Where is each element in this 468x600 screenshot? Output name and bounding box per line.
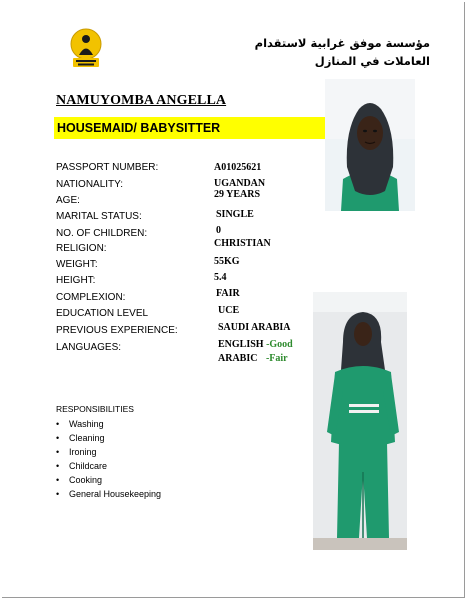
marital-status-value: SINGLE [216, 209, 254, 220]
responsibilities-title: RESPONSIBILITIES [56, 404, 134, 414]
full-body-photo [313, 292, 407, 550]
nationality-value: UGANDAN [214, 178, 266, 189]
height-label: HEIGHT: [56, 275, 96, 286]
religion-value: CHRISTIAN [214, 238, 271, 249]
portrait-photo [325, 79, 415, 211]
agency-logo [70, 28, 102, 68]
age-label: AGE: [56, 195, 80, 206]
children-label: NO. OF CHILDREN: [56, 228, 148, 239]
responsibility-item: • Ironing [56, 445, 161, 459]
responsibilities-list [56, 417, 161, 501]
language-entry [218, 353, 288, 364]
experience-label: PREVIOUS EXPERIENCE: [56, 325, 178, 336]
responsibility-item: • Washing [56, 417, 161, 431]
language-entry [218, 339, 293, 350]
candidate-name: NAMUYOMBA ANGELLA [56, 93, 227, 108]
age-value: 29 YEARS [214, 189, 261, 200]
height-value: 5.4 [214, 272, 227, 283]
weight-value: 55KG [214, 256, 240, 267]
passport-value: A01025621 [214, 162, 262, 173]
passport-label: PASSPORT NUMBER: [56, 162, 159, 173]
languages-label: LANGUAGES: [56, 342, 122, 353]
religion-label: RELIGION: [56, 243, 107, 254]
language-level: -Good [266, 339, 293, 350]
education-value: UCE [218, 305, 240, 316]
education-label: EDUCATION LEVEL [56, 308, 149, 319]
nationality-label: NATIONALITY: [56, 179, 124, 190]
language-name: ENGLISH [218, 339, 264, 350]
language-level: -Fair [265, 353, 288, 364]
children-value: 0 [216, 225, 221, 236]
complexion-label: COMPLEXION: [56, 292, 126, 303]
marital-status-label: MARITAL STATUS: [56, 211, 142, 222]
responsibility-item: • Cleaning [56, 431, 161, 445]
responsibility-item: • Childcare [56, 459, 161, 473]
candidate-position: HOUSEMAID/ BABYSITTER [57, 121, 221, 135]
responsibility-item: • Cooking [56, 473, 161, 487]
experience-value: SAUDI ARABIA [218, 322, 291, 333]
language-name: ARABIC [218, 353, 258, 364]
agency-name: مؤسسة موفق غرابية لاستقدام العاملات في المنازل [254, 36, 430, 68]
complexion-value: FAIR [216, 288, 240, 299]
responsibility-item: • General Housekeeping [56, 487, 161, 501]
weight-label: WEIGHT: [56, 259, 98, 270]
